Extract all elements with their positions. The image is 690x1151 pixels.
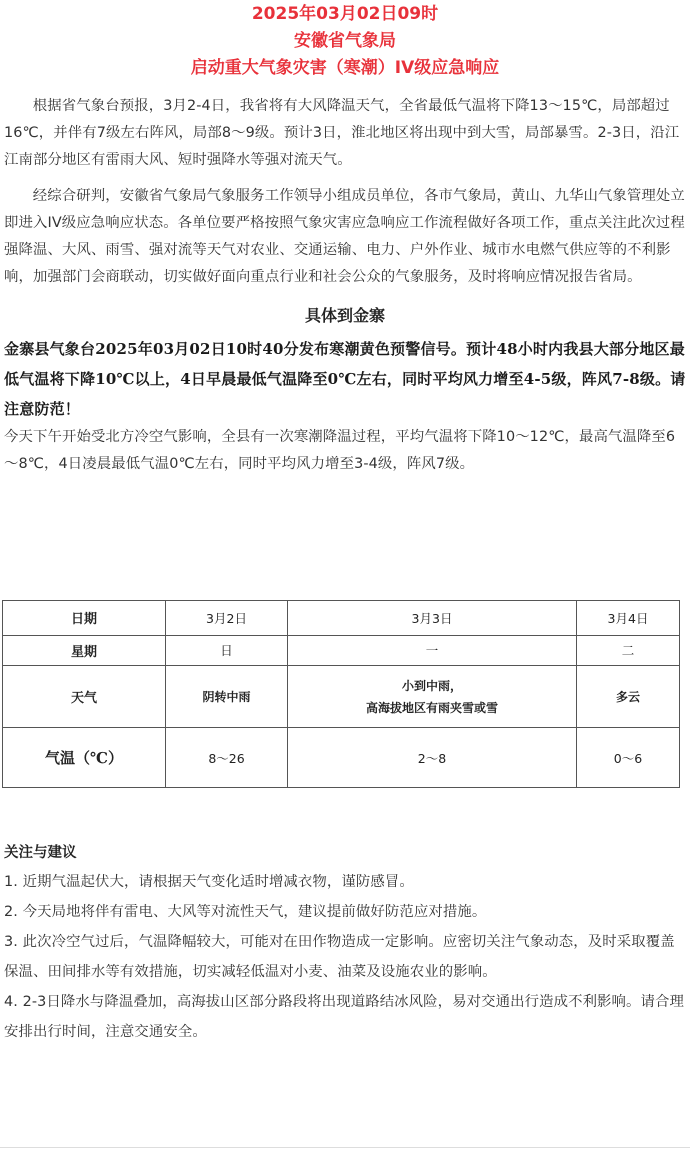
date-cell: 3月3日 bbox=[288, 601, 577, 636]
weather-text: 小到中雨， bbox=[401, 678, 462, 693]
advice-item: 1. 近期气温起伏大，请根据天气变化适时增减衣物，谨防感冒。 bbox=[4, 874, 414, 890]
table-row bbox=[3, 665, 680, 728]
weekday-cell: 二 bbox=[577, 635, 680, 665]
weather-text: 高海拔地区有雨夹雪或雪 bbox=[365, 700, 498, 715]
date-cell: 3月2日 bbox=[166, 601, 288, 636]
announcement-header bbox=[0, 1, 690, 82]
row-label-temperature: 气温（℃） bbox=[3, 728, 166, 788]
weather-text: 阴转中雨 bbox=[202, 689, 251, 704]
weekday-cell: 一 bbox=[288, 635, 577, 665]
advice-item: 3. 此次冷空气过后，气温降幅较大，可能对在田作物造成一定影响。应密切关注气象动态，及时采取覆盖保温、田间排水等有效措施，切实减轻低温对小麦、油菜及设施农业的影响。 bbox=[4, 934, 675, 980]
local-forecast-text: 今天下午开始受北方冷空气影响，全县有一次寒潮降温过程，平均气温将下降10～12℃，最高气温降至6～8℃，4日凌晨最低气温0℃左右，同时平均风力增至3-4级，阵风7级。 bbox=[4, 429, 676, 472]
row-label-weekday: 星期 bbox=[3, 635, 166, 665]
issue-datetime: 2025年03月02日09时 bbox=[251, 4, 439, 24]
issuing-agency: 安徽省气象局 bbox=[294, 31, 396, 51]
bottom-divider bbox=[0, 1147, 690, 1148]
date-cell: 3月4日 bbox=[577, 601, 680, 636]
weather-cell bbox=[166, 665, 288, 728]
advice-item: 4. 2-3日降水与降温叠加，高海拔山区部分路段将出现道路结冰风险，易对交通出行造成不利影响。请合理安排出行时间，注意交通安全。 bbox=[4, 994, 684, 1040]
table-row bbox=[3, 601, 680, 636]
weather-cell bbox=[288, 665, 577, 728]
temperature-cell: 0～6 bbox=[577, 728, 680, 788]
cold-wave-warning: 金寨县气象台2025年03月02日10时40分发布寒潮黄色预警信号。预计48小时内我县大部分地区最低气温将下降10℃以上，4日早晨最低气温降至0℃左右，同时平均风力增至4-5级，阵风7-8级。请注意防范！ bbox=[4, 340, 686, 418]
table-row bbox=[3, 635, 680, 665]
local-section-title: 具体到金寨 bbox=[304, 306, 385, 325]
table-row bbox=[3, 728, 680, 788]
advice-title: 关注与建议 bbox=[4, 845, 77, 861]
temperature-cell: 2～8 bbox=[288, 728, 577, 788]
weather-text: 多云 bbox=[615, 689, 640, 704]
weather-cell bbox=[577, 665, 680, 728]
weekday-cell: 日 bbox=[166, 635, 288, 665]
advice-section bbox=[4, 839, 686, 1047]
advice-item: 2. 今天局地将伴有雷电、大风等对流性天气，建议提前做好防范应对措施。 bbox=[4, 904, 487, 920]
temperature-cell: 8～26 bbox=[166, 728, 288, 788]
intro-paragraph: 根据省气象台预报，3月2-4日，我省将有大风降温天气，全省最低气温将下降13～15℃，局部超过16℃，并伴有7级左右阵风，局部8～9级。预计3日，淮北地区将出现中到大雪，局部暴雪。2-3日，沿江江南部分地区有雷雨大风、短时强降水等强对流天气。 bbox=[4, 98, 680, 168]
headline: 启动重大气象灾害（寒潮）IV级应急响应 bbox=[190, 58, 500, 78]
row-label-weather: 天气 bbox=[3, 665, 166, 728]
forecast-table bbox=[2, 600, 680, 788]
response-paragraph: 经综合研判，安徽省气象局气象服务工作领导小组成员单位，各市气象局，黄山、九华山气象管理处立即进入IV级应急响应状态。各单位要严格按照气象灾害应急响应工作流程做好各项工作，重点关注此次过程强降温、大风、雨雪、强对流等天气对农业、交通运输、电力、户外作业、城市水电燃气供应等的不利影响，加强部门会商联动，切实做好面向重点行业和社会公众的气象服务，及时将响应情况报告省局。 bbox=[4, 188, 685, 285]
row-label-date: 日期 bbox=[3, 601, 166, 636]
